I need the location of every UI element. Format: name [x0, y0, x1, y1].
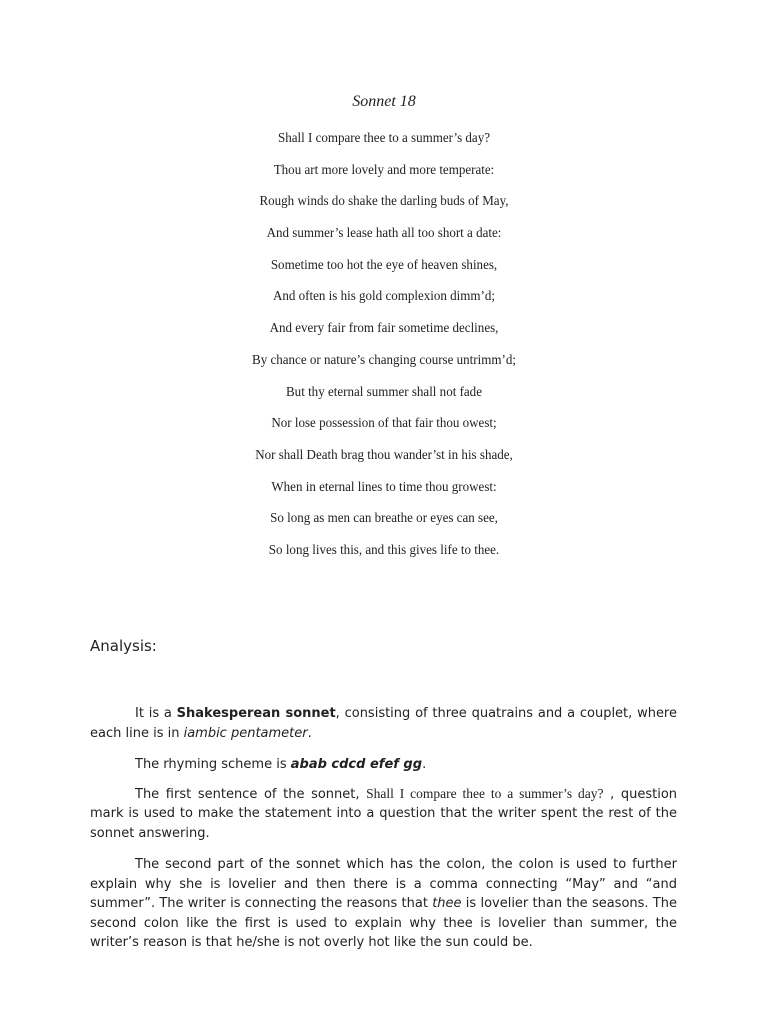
poem-title: Sonnet 18 — [352, 93, 416, 110]
poem-line: And every fair from fair sometime declines, — [269, 321, 499, 337]
text-run: . — [422, 757, 427, 772]
sonnet-type-term: Shakesperean sonnet — [176, 706, 336, 721]
poem-line: But thy eternal summer shall not fade — [286, 384, 482, 400]
poem-line: And often is his gold complexion dimm’d; — [272, 289, 496, 305]
text-run: The second part of the sonnet which has the colon, the colon is used to further explain why she is lovelier and then there is a comma connecting “May” and “and summer”. The writer is connecting the reasons that — [90, 857, 677, 911]
poem-line: Nor shall Death brag thou wander’st in his shade, — [255, 447, 513, 463]
poem-line: Shall I compare thee to a summer’s day? — [277, 131, 490, 146]
text-run: It is a — [135, 706, 177, 721]
poem-line: Rough winds do shake the darling buds of May, — [259, 194, 509, 210]
poem-line: By chance or nature’s changing course untrimm’d; — [252, 352, 516, 368]
text-run: The first sentence of the sonnet, — [135, 786, 367, 802]
analysis-paragraph-colon — [90, 855, 677, 953]
meter-term: iambic pentameter — [183, 725, 308, 741]
text-run: . — [307, 725, 312, 741]
text-run: The rhyming scheme is — [135, 757, 291, 772]
poem-line: Nor lose possession of that fair thou owest; — [271, 416, 497, 432]
poem-line: When in eternal lines to time thou growest: — [271, 479, 497, 495]
text-run: is lovelier than the seasons. The second colon like the first is used to explain why thee is lovelier than summer, the writer’s reason is that he/she is not overly hot like the sun could be. — [90, 896, 677, 950]
poem-line: So long lives this, and this gives life to thee. — [268, 542, 500, 558]
poem-line: Thou art more lovely and more temperate: — [273, 162, 495, 178]
poem-body — [0, 130, 768, 574]
analysis-body — [90, 704, 677, 965]
analysis-paragraph-first-sentence — [90, 784, 677, 844]
poem-line: And summer’s lease hath all too short a date: — [266, 226, 502, 242]
analysis-paragraph-sonnet-type — [90, 704, 677, 743]
analysis-paragraph-rhyme-scheme — [90, 755, 677, 775]
emphasis-thee: thee — [432, 896, 462, 911]
poem-line: Sometime too hot the eye of heaven shines, — [270, 257, 498, 273]
quoted-line: Shall I compare thee to a summer’s day? — [366, 785, 604, 801]
text-run: , question mark is used to make the statement into a question that the writer spent the rest of the sonnet answering. — [90, 786, 678, 841]
rhyme-scheme-term: abab cdcd efef gg — [290, 757, 423, 772]
poem-line: So long as men can breathe or eyes can see, — [270, 511, 498, 527]
analysis-heading: Analysis: — [90, 637, 157, 655]
text-run: , consisting of three quatrains and a couplet, where each line is in — [90, 706, 677, 741]
